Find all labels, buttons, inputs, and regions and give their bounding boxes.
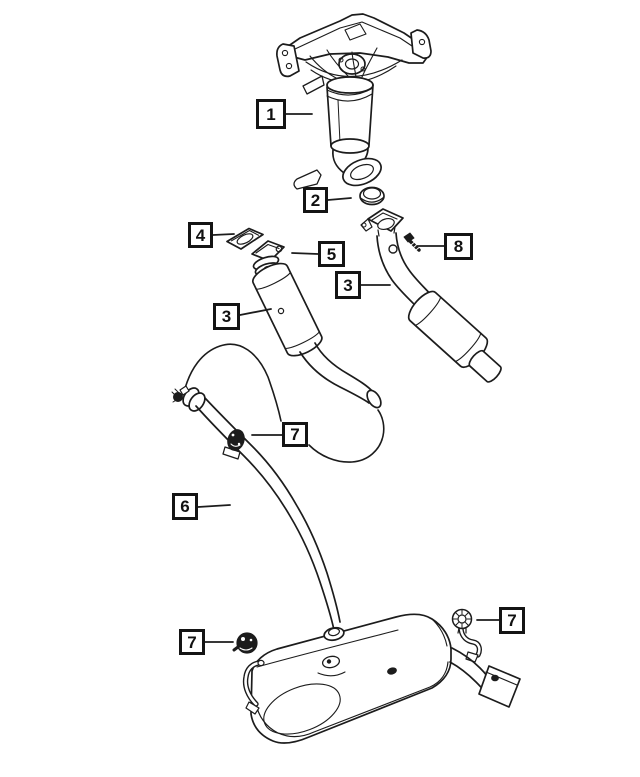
callout-3-resonator[interactable]: 3 bbox=[213, 303, 240, 330]
muffler-drawing bbox=[246, 614, 520, 744]
callout-6-extension-pipe[interactable]: 6 bbox=[172, 493, 198, 520]
exhaust-gasket-drawing bbox=[227, 229, 263, 250]
callout-7-insulator-right[interactable]: 7 bbox=[499, 607, 525, 634]
leader-line bbox=[328, 198, 351, 200]
callout-5-flange-joint[interactable]: 5 bbox=[318, 241, 345, 267]
callout-7-insulator-left[interactable]: 7 bbox=[179, 629, 205, 655]
manifold-catalytic-converter-drawing bbox=[277, 14, 431, 191]
leader-line bbox=[292, 253, 318, 254]
callout-leader-lines bbox=[198, 114, 499, 642]
leader-line bbox=[240, 309, 271, 315]
callout-1-manifold-converter[interactable]: 1 bbox=[256, 99, 286, 129]
callout-8-bolt[interactable]: 8 bbox=[444, 233, 473, 260]
front-exhaust-pipe-drawing bbox=[361, 209, 503, 384]
resonator-pipe-drawing bbox=[250, 241, 384, 410]
leader-line bbox=[198, 505, 230, 507]
callout-2-seal[interactable]: 2 bbox=[303, 187, 328, 213]
exhaust-seal-ring-drawing bbox=[360, 188, 384, 205]
callout-7-insulator-middle[interactable]: 7 bbox=[282, 422, 308, 447]
callout-4-gasket[interactable]: 4 bbox=[188, 222, 213, 248]
leader-line bbox=[213, 234, 234, 235]
callout-3-front-pipe[interactable]: 3 bbox=[335, 271, 361, 299]
flange-bolt-drawing bbox=[404, 233, 419, 250]
